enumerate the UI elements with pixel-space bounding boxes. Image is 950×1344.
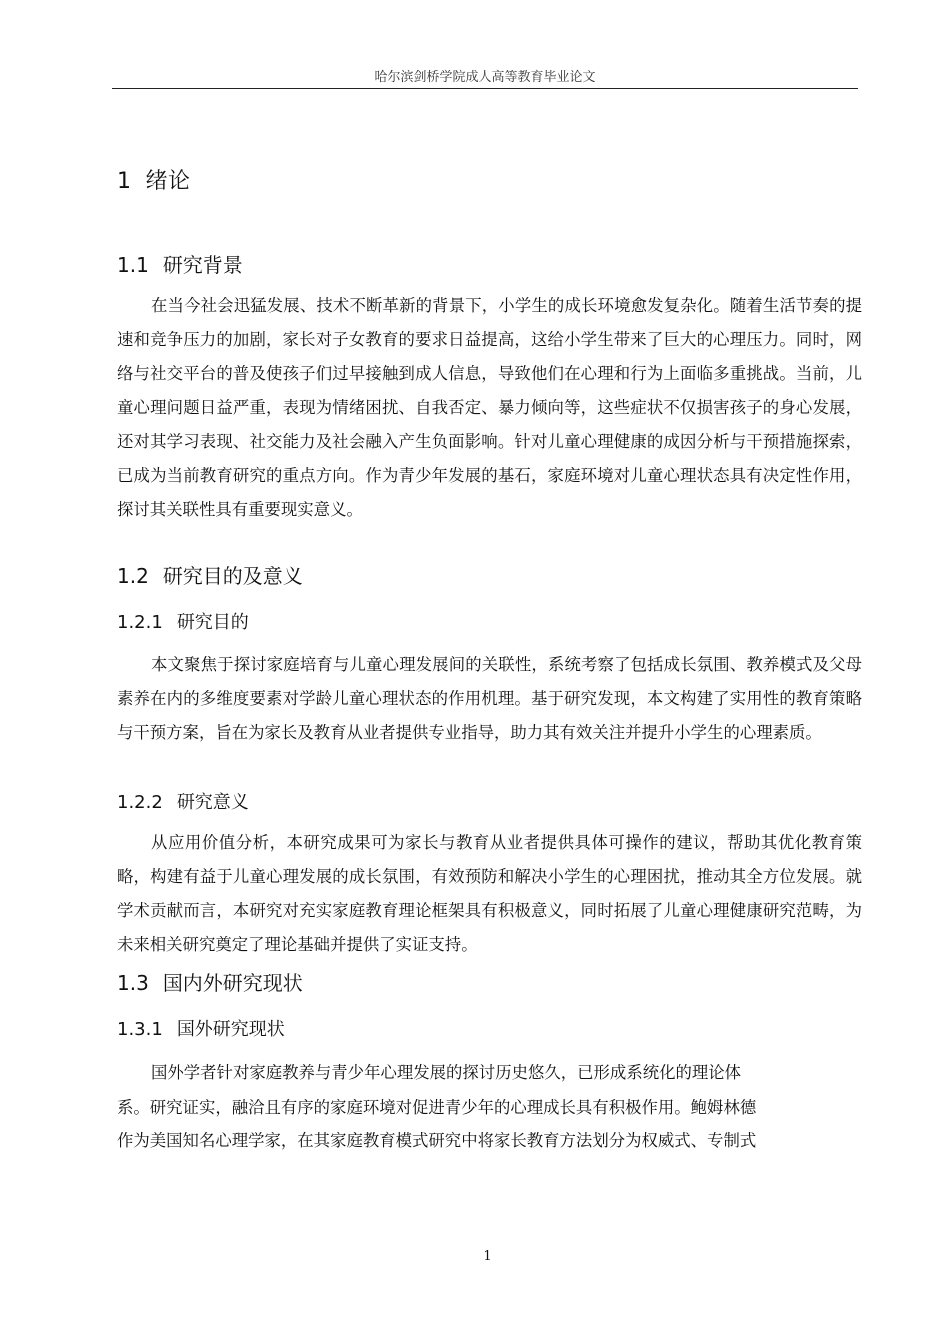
chapter-title: 绪论 xyxy=(145,169,191,194)
subsection-title: 研究目的 xyxy=(176,612,249,633)
subsection-number: 1.2.2 xyxy=(117,792,163,813)
paragraph-research-background: 在当今社会迅猛发展、技术不断革新的背景下，小学生的成长环境愈发复杂化。随着生活节奏的提速和竞争压力的加剧，家长对子女教育的要求日益提高，这给小学生带来了巨大的心理压力。同时，网络与社交平台的普及使孩子们过早接触到成人信息，导致他们在心理和行为上面临多重挑战。当前，儿童心理问题日益严重，表现为情绪困扰、自我否定、暴力倾向等，这些症状不仅损害孩子的身心发展，还对其学习表现、社交能力及社会融入产生负面影响。针对儿童心理健康的成因分析与干预措施探索，已成为当前教育研究的重点方向。作为青少年发展的基石，家庭环境对儿童心理状态具有决定性作用，探讨其关联性具有重要现实意义。 xyxy=(117,296,862,519)
section-number: 1.1 xyxy=(117,253,149,277)
section-heading-1-1 xyxy=(117,249,243,278)
section-number: 1.2 xyxy=(117,564,149,588)
page-number: 1 xyxy=(483,1249,492,1264)
header-rule xyxy=(112,88,858,89)
section-heading-1-3 xyxy=(117,967,303,996)
paragraph-research-significance: 从应用价值分析，本研究成果可为家长与教育从业者提供具体可操作的建议，帮助其优化教育策略，构建有益于儿童心理发展的成长氛围，有效预防和解决小学生的心理困扰，推动其全方位发展。就学术贡献而言，本研究对充实家庭教育理论框架具有积极意义，同时拓展了儿童心理健康研究范畴，为未来相关研究奠定了理论基础并提供了实证支持。 xyxy=(117,833,862,954)
subsection-number: 1.3.1 xyxy=(117,1019,163,1040)
subsection-heading-1-2-1 xyxy=(117,608,249,634)
chapter-heading xyxy=(117,164,191,195)
chapter-number: 1 xyxy=(117,169,132,194)
running-header: 哈尔滨剑桥学院成人高等教育毕业论文 xyxy=(374,70,596,85)
section-number: 1.3 xyxy=(117,971,149,995)
section-title: 研究目的及意义 xyxy=(162,564,303,588)
paragraph-research-purpose: 本文聚焦于探讨家庭培育与儿童心理发展间的关联性，系统考察了包括成长氛围、教养模式及父母素养在内的多维度要素对学龄儿童心理状态的作用机理。基于研究发现，本文构建了实用性的教育策略与干预方案，旨在为家长及教育从业者提供专业指导，助力其有效关注并提升小学生的心理素质。 xyxy=(117,655,862,742)
subsection-title: 研究意义 xyxy=(176,792,249,813)
paragraph-line: 系。研究证实，融洽且有序的家庭环境对促进青少年的心理成长具有积极作用。鲍姆林德 xyxy=(117,1098,757,1117)
section-title: 国内外研究现状 xyxy=(162,971,303,995)
section-heading-1-2 xyxy=(117,560,303,589)
section-title: 研究背景 xyxy=(162,253,243,277)
paragraph-line: 国外学者针对家庭教养与青少年心理发展的探讨历史悠久，已形成系统化的理论体 xyxy=(151,1063,742,1082)
subsection-title: 国外研究现状 xyxy=(176,1019,285,1040)
subsection-heading-1-3-1 xyxy=(117,1015,285,1041)
paragraph-line: 作为美国知名心理学家，在其家庭教育模式研究中将家长教育方法划分为权威式、专制式 xyxy=(117,1131,757,1150)
subsection-number: 1.2.1 xyxy=(117,612,163,633)
subsection-heading-1-2-2 xyxy=(117,788,249,814)
